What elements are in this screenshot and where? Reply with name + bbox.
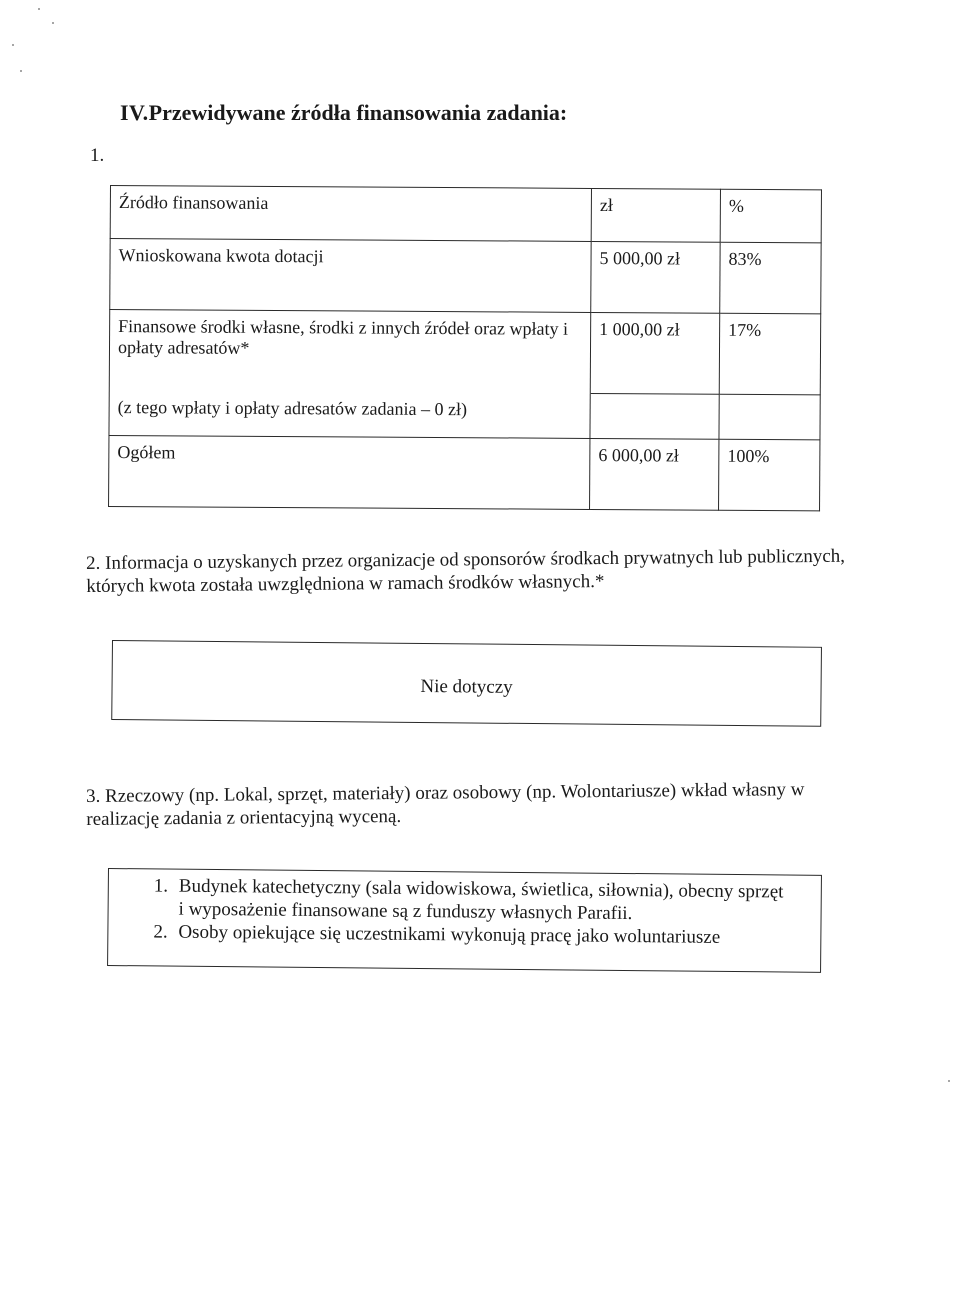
section-roman-numeral: IV.: [120, 100, 149, 125]
sponsors-info-paragraph: 2. Informacja o uzyskanych przez organizacje od sponsorów środkach prywatnych lub publicznych, których kwota została uwzględniona w ramach środków własnych.*: [86, 545, 846, 598]
cell-amount: 1 000,00 zł: [590, 312, 719, 394]
table-note-row: [109, 390, 820, 439]
list-item: 2. Osoby opiekujące się uczestnikami wykonują pracę jako woluntariusze: [172, 921, 790, 950]
header-percent: %: [720, 189, 821, 243]
section-heading: [120, 100, 567, 126]
contribution-list: [108, 875, 821, 950]
scan-speck: [948, 1080, 950, 1082]
table-row: [109, 310, 820, 395]
financing-sources-table: [108, 185, 822, 511]
contribution-info-paragraph: 3. Rzeczowy (np. Lokal, sprzęt, materiały) oraz osobowy (np. Wolontariusze) wkład własny w realizację zadania z orientacyjną wyceną.: [86, 779, 805, 831]
table-header-row: [110, 186, 821, 243]
cell-amount: 5 000,00 zł: [591, 241, 720, 313]
cell-note: (z tego wpłaty i opłaty adresatów zadania – 0 zł): [109, 390, 590, 438]
scan-speck: [38, 8, 40, 10]
table-total-row: [109, 435, 820, 510]
cell-empty: [719, 394, 820, 440]
cell-source: Wnioskowana kwota dotacji: [110, 239, 591, 313]
list-number: 1.: [90, 145, 105, 166]
header-amount: zł: [591, 188, 720, 242]
cell-total-percent: 100%: [719, 439, 820, 511]
scan-speck: [12, 44, 14, 46]
cell-percent: 83%: [720, 242, 821, 314]
header-source: Źródło finansowania: [110, 186, 591, 242]
scan-speck: [52, 22, 54, 24]
table-row: [110, 239, 821, 314]
cell-source: Finansowe środki własne, środki z innych źródeł oraz wpłaty i opłaty adresatów*: [109, 310, 590, 394]
section-title: Przewidywane źródła finansowania zadania:: [148, 100, 568, 125]
scan-speck: [20, 70, 22, 72]
cell-total-label: Ogółem: [109, 435, 590, 509]
cell-empty: [590, 393, 719, 439]
list-item: 1. Budynek katechetyczny (sala widowiskowa, świetlica, siłownia), obecny sprzęt i wyposażenie finansowane są z funduszy własnych Parafii.: [172, 876, 790, 928]
contribution-answer-box: [107, 868, 822, 973]
cell-percent: 17%: [719, 313, 820, 395]
sponsors-answer-box: [111, 640, 822, 727]
sponsors-answer-text: Nie dotyczy: [420, 675, 513, 698]
cell-total-amount: 6 000,00 zł: [590, 438, 719, 510]
